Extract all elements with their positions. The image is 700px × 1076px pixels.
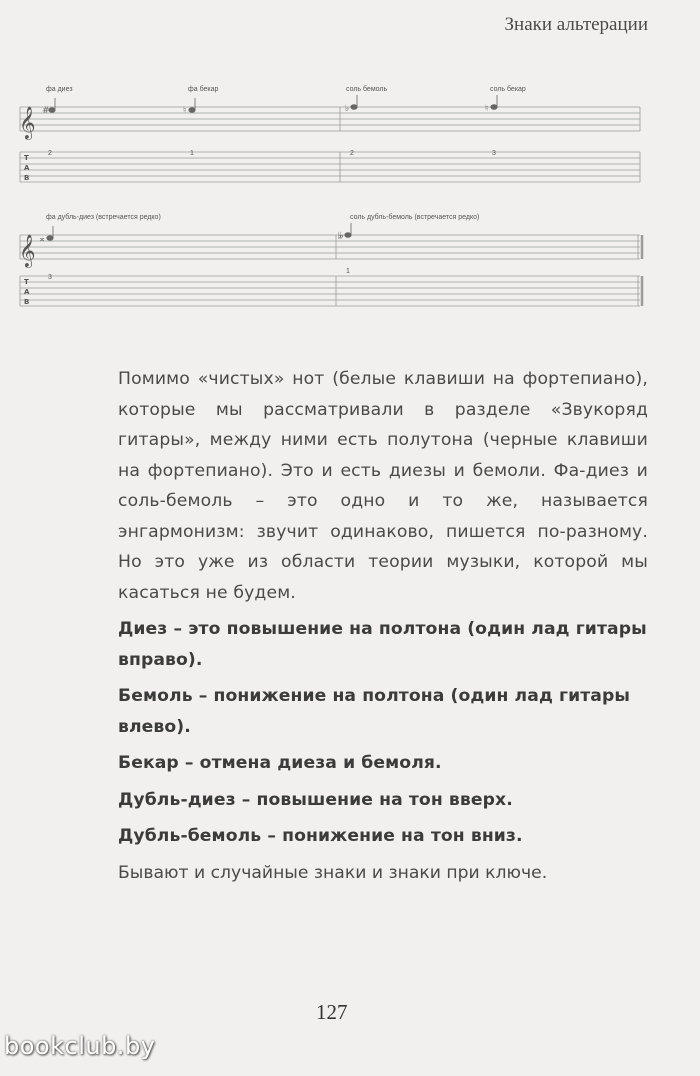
definition-sharp: Диез – это повышение на полтона (один лад гитары вправо). bbox=[118, 619, 647, 670]
page-number: 127 bbox=[316, 1000, 348, 1024]
notation-svg bbox=[18, 80, 648, 320]
definition-double-flat: Дубль-бемоль – понижение на тон вниз. bbox=[118, 826, 523, 846]
svg-text:𝄪: 𝄪 bbox=[40, 234, 45, 244]
note-label: фа бекар bbox=[188, 86, 219, 93]
svg-text:#: # bbox=[42, 106, 50, 116]
tab-staff-1 bbox=[20, 152, 640, 182]
tab-number: 3 bbox=[492, 150, 496, 157]
definition-natural: Бекар – отмена диеза и бемоля. bbox=[118, 753, 442, 773]
note-label: фа диез bbox=[46, 86, 73, 93]
svg-text:♮: ♮ bbox=[183, 106, 187, 116]
tab-letter: B bbox=[24, 298, 30, 306]
svg-text:♮: ♮ bbox=[485, 104, 489, 114]
svg-text:♭: ♭ bbox=[345, 104, 350, 114]
music-notation bbox=[18, 80, 648, 320]
tab-staff-2 bbox=[20, 276, 642, 306]
staff-2 bbox=[20, 235, 642, 259]
note-label: соль бемоль bbox=[346, 86, 388, 93]
tab-number: 1 bbox=[190, 150, 194, 157]
definition-double-sharp: Дубль-диез – повышение на тон вверх. bbox=[118, 789, 513, 810]
note-label: соль бекар bbox=[490, 86, 526, 93]
watermark: bookclub.by bbox=[4, 1032, 156, 1060]
tab-number: 1 bbox=[346, 268, 350, 275]
tab-number: 3 bbox=[48, 274, 52, 281]
note-label: соль дубль-бемоль (встречается редко) bbox=[350, 214, 480, 221]
running-head: Знаки альтерации bbox=[504, 14, 648, 35]
tab-letter: A bbox=[24, 164, 30, 172]
tab-number: 2 bbox=[350, 150, 354, 157]
tab-letter: B bbox=[24, 174, 30, 182]
tab-letter: T bbox=[24, 278, 29, 286]
definition-flat: Бемоль – понижение на полтона (один лад гитары влево). bbox=[118, 686, 631, 737]
tab-letter: A bbox=[24, 288, 30, 296]
svg-text:𝄫: 𝄫 bbox=[338, 232, 344, 242]
body-text bbox=[118, 364, 648, 888]
note-label: фа дубль-диез (встречается редко) bbox=[46, 214, 161, 221]
treble-clef-icon: 𝄞 bbox=[19, 234, 36, 267]
tab-letter: T bbox=[24, 154, 29, 162]
treble-clef-icon: 𝄞 bbox=[19, 106, 36, 139]
tab-number: 2 bbox=[48, 150, 52, 157]
staff-1 bbox=[20, 107, 640, 131]
closing-line: Бывают и случайные знаки и знаки при ключе. bbox=[118, 862, 548, 883]
body-paragraph: Помимо «чистых» нот (белые клавиши на фортепиано), которые мы рассматривали в разделе «Звукоряд гитары», между ними есть полутона (черные клавиши на фортепиано). Это и есть диезы и бемоли. Фа-диез и соль-бемоль – это одно и то же, называется энгармонизм: звучит одинаково, пишется по-разному. Но это уже из области теории музыки, которой мы касаться не будем. bbox=[118, 369, 648, 603]
